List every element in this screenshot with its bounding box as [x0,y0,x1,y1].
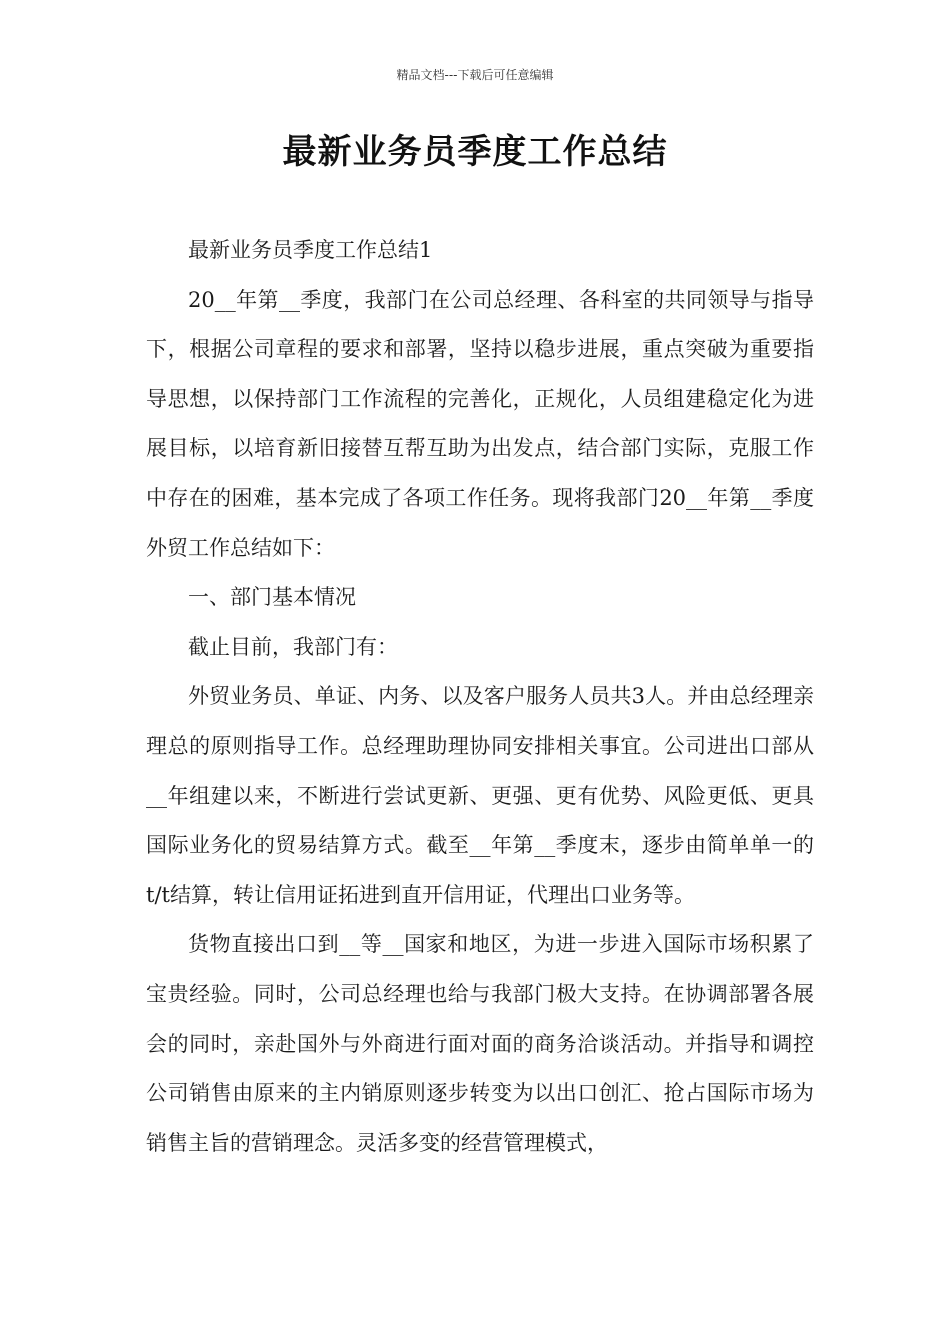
paragraph-intro: 20__年第__季度，我部门在公司总经理、各科室的共同领导与指导下，根据公司章程的要求和部署，坚持以稳步进展，重点突破为重要指导思想，以保持部门工作流程的完善化，正规化，人员组建稳定化为进展目标，以培育新旧接替互帮互助为出发点，结合部门实际，克服工作中存在的困难，基本完成了各项工作任务。现将我部门20__年第__季度外贸工作总结如下： [146,287,814,560]
paragraph: 外贸业务员、单证、内务、以及客户服务人员共3人。并由总经理亲理总的原则指导工作。总经理助理协同安排相关事宜。公司进出口部从__年组建以来，不断进行尝试更新、更强、更有优势、风险更低、更具国际业务化的贸易结算方式。截至__年第__季度末，逐步由简单单一的t/t结算，转让信用证拓进到直开信用证，代理出口业务等。 [146,684,814,907]
paragraph: 截止目前，我部门有： [188,634,398,659]
section-heading: 一、部门基本情况 [188,585,356,610]
section-heading: 最新业务员季度工作总结1 [188,238,433,262]
document-title: 最新业务员季度工作总结 [282,132,668,172]
paragraph: 货物直接出口到__等__国家和地区，为进一步进入国际市场积累了宝贵经验。同时，公司总经理也给与我部门极大支持。在协调部署各展会的同时，亲赴国外与外商进行面对面的商务洽谈活动。并指导和调控公司销售由原来的主内销原则逐步转变为以出口创汇、抢占国际市场为销售主旨的营销理念。灵活多变的经营管理模式， [146,932,814,1155]
page-header-caption: 精品文档---下载后可任意编辑 [396,68,554,82]
document-body [146,226,814,1168]
